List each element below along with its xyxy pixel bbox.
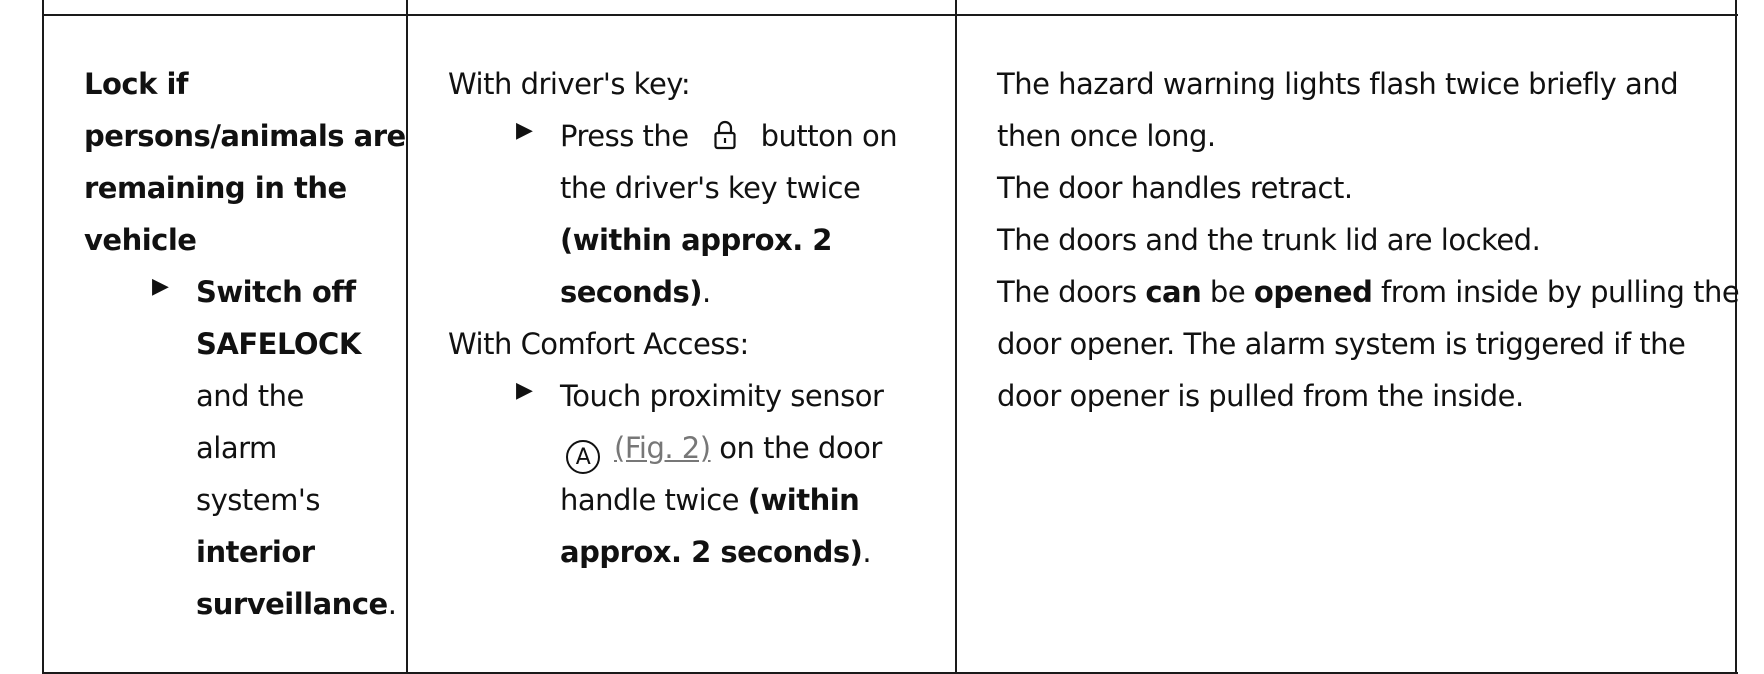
- situation-step-line-segment: and the: [196, 379, 304, 413]
- situation-step-line: [196, 318, 361, 370]
- result-line: [997, 318, 1685, 370]
- triangle-right-icon: ▶: [516, 118, 533, 143]
- table-right-border: [1735, 0, 1737, 674]
- result-line-segment: then once long.: [997, 119, 1216, 153]
- circle-a-icon: A: [566, 440, 600, 474]
- situation-step-line: [196, 370, 304, 422]
- situation-step-line-segment: Switch off: [196, 275, 356, 309]
- situation-step-line-segment: alarm: [196, 431, 277, 465]
- result-line: [997, 266, 1739, 318]
- comfort-step-line-4: approx. 2 seconds).: [560, 535, 872, 569]
- lock-icon: [713, 120, 737, 150]
- situation-step-line: [196, 578, 396, 630]
- result-line-segment: The doors and the trunk lid are locked.: [997, 223, 1541, 257]
- situation-step-line-segment: system's: [196, 483, 320, 517]
- result-line-segment: The doors: [997, 275, 1146, 309]
- column-divider-2: [955, 0, 957, 674]
- situation-heading-line: persons/animals are: [84, 119, 406, 153]
- result-line-segment: The door handles retract.: [997, 171, 1353, 205]
- triangle-right-icon: ▶: [152, 274, 169, 299]
- column-divider-1: [406, 0, 408, 674]
- key-step-line-1: Press the button on: [560, 119, 898, 153]
- situation-step-line: [196, 526, 315, 578]
- situation-step-line: [196, 474, 320, 526]
- situation-step-line: [196, 422, 277, 474]
- result-line-segment: can: [1145, 275, 1202, 309]
- situation-step-line-segment: interior: [196, 535, 315, 569]
- result-line-segment: opened: [1253, 275, 1373, 309]
- situation-step-line-segment: SAFELOCK: [196, 327, 361, 361]
- comfort-step-line-3: handle twice (within: [560, 483, 860, 517]
- key-step-line-3: (within approx. 2: [560, 223, 832, 257]
- result-line-segment: be: [1201, 275, 1254, 309]
- situation-heading-line: vehicle: [84, 223, 197, 257]
- comfort-step-line-1: Touch proximity sensor: [560, 379, 884, 413]
- result-line-segment: The hazard warning lights flash twice briefly and: [997, 67, 1679, 101]
- figure-link[interactable]: (Fig. 2): [614, 431, 711, 465]
- result-line: [997, 370, 1524, 422]
- triangle-right-icon: ▶: [516, 378, 533, 403]
- key-step-line-2: the driver's key twice: [560, 171, 861, 205]
- situation-step-line-segment: .: [387, 587, 397, 621]
- result-line: [997, 162, 1353, 214]
- situation-step-line: [196, 266, 356, 318]
- drivers-key-label: With driver's key:: [448, 67, 691, 101]
- result-line: [997, 58, 1678, 110]
- result-line: [997, 214, 1540, 266]
- result-line-segment: door opener is pulled from the inside.: [997, 379, 1524, 413]
- result-line: [997, 110, 1216, 162]
- situation-step-line-segment: surveillance: [196, 587, 388, 621]
- key-step-line-4: seconds).: [560, 275, 711, 309]
- table-left-border: [42, 0, 44, 674]
- result-line-segment: door opener. The alarm system is triggered if the: [997, 327, 1686, 361]
- table-top-border: [43, 14, 1738, 16]
- result-line-segment: from inside by pulling the: [1372, 275, 1740, 309]
- situation-heading-line: Lock if: [84, 67, 189, 101]
- comfort-step-line-2: A (Fig. 2) on the door: [560, 422, 882, 474]
- comfort-access-label: With Comfort Access:: [448, 327, 749, 361]
- situation-heading-line: remaining in the: [84, 171, 347, 205]
